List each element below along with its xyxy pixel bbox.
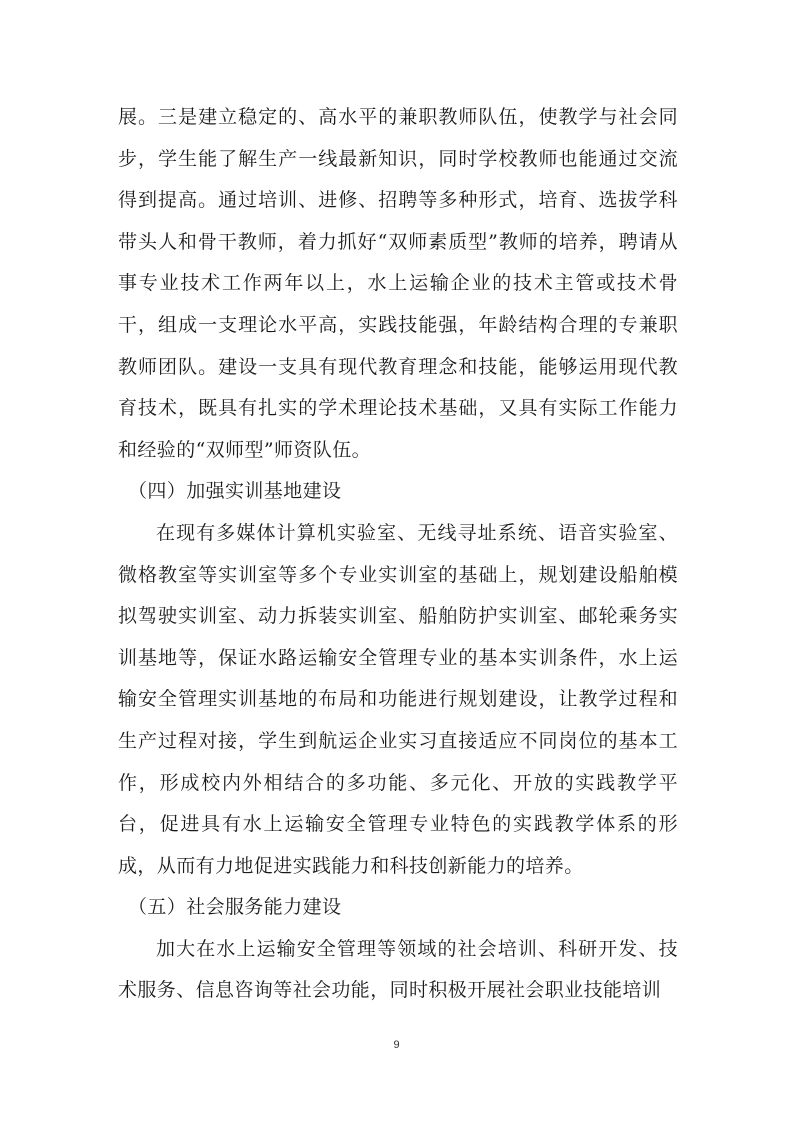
page-body (118, 97, 678, 1012)
section-heading-training-base: （四）加强实训基地建设 (128, 480, 342, 503)
paragraph-teacher-team: 展。三是建立稳定的、高水平的兼职教师队伍，使教学与社会同步，学生能了解生产一线最新知识，同时学校教师也能通过交流得到提高。通过培训、进修、招聘等多种形式，培育、选拔学科带头人和骨干教师，着力抓好“双师素质型”教师的培养，聘请从事专业技术工作两年以上，水上运输企业的技术主管或技术骨干，组成一支理论水平高，实践技能强，年龄结构合理的专兼职教师团队。建设一支具有现代教育理念和技能，能够运用现代教育技术，既具有扎实的学术理论技术基础，又具有实际工作能力和经验的“双师型”师资队伍。 (118, 106, 678, 461)
section-heading-social-service: （五）社会服务能力建设 (128, 896, 342, 919)
paragraph-social-service: 加大在水上运输安全管理等领域的社会培训、科研开发、技术服务、信息咨询等社会功能，同时积极开展社会职业技能培训 (118, 937, 678, 1002)
page-number: 9 (393, 1039, 400, 1051)
paragraph-training-base: 在现有多媒体计算机实验室、无线寻址系统、语音实验室、微格教室等实训室等多个专业实训室的基础上，规划建设船舶模拟驾驶实训室、动力拆装实训室、船舶防护实训室、邮轮乘务实训基地等，保证水路运输安全管理专业的基本实训条件，水上运输安全管理实训基地的布局和功能进行规划建设，让教学过程和生产过程对接，学生到航运企业实习直接适应不同岗位的基本工作，形成校内外相结合的多功能、多元化、开放的实践教学平台，促进具有水上运输安全管理专业特色的实践教学体系的形成，从而有力地促进实践能力和科技创新能力的培养。 (118, 521, 678, 877)
